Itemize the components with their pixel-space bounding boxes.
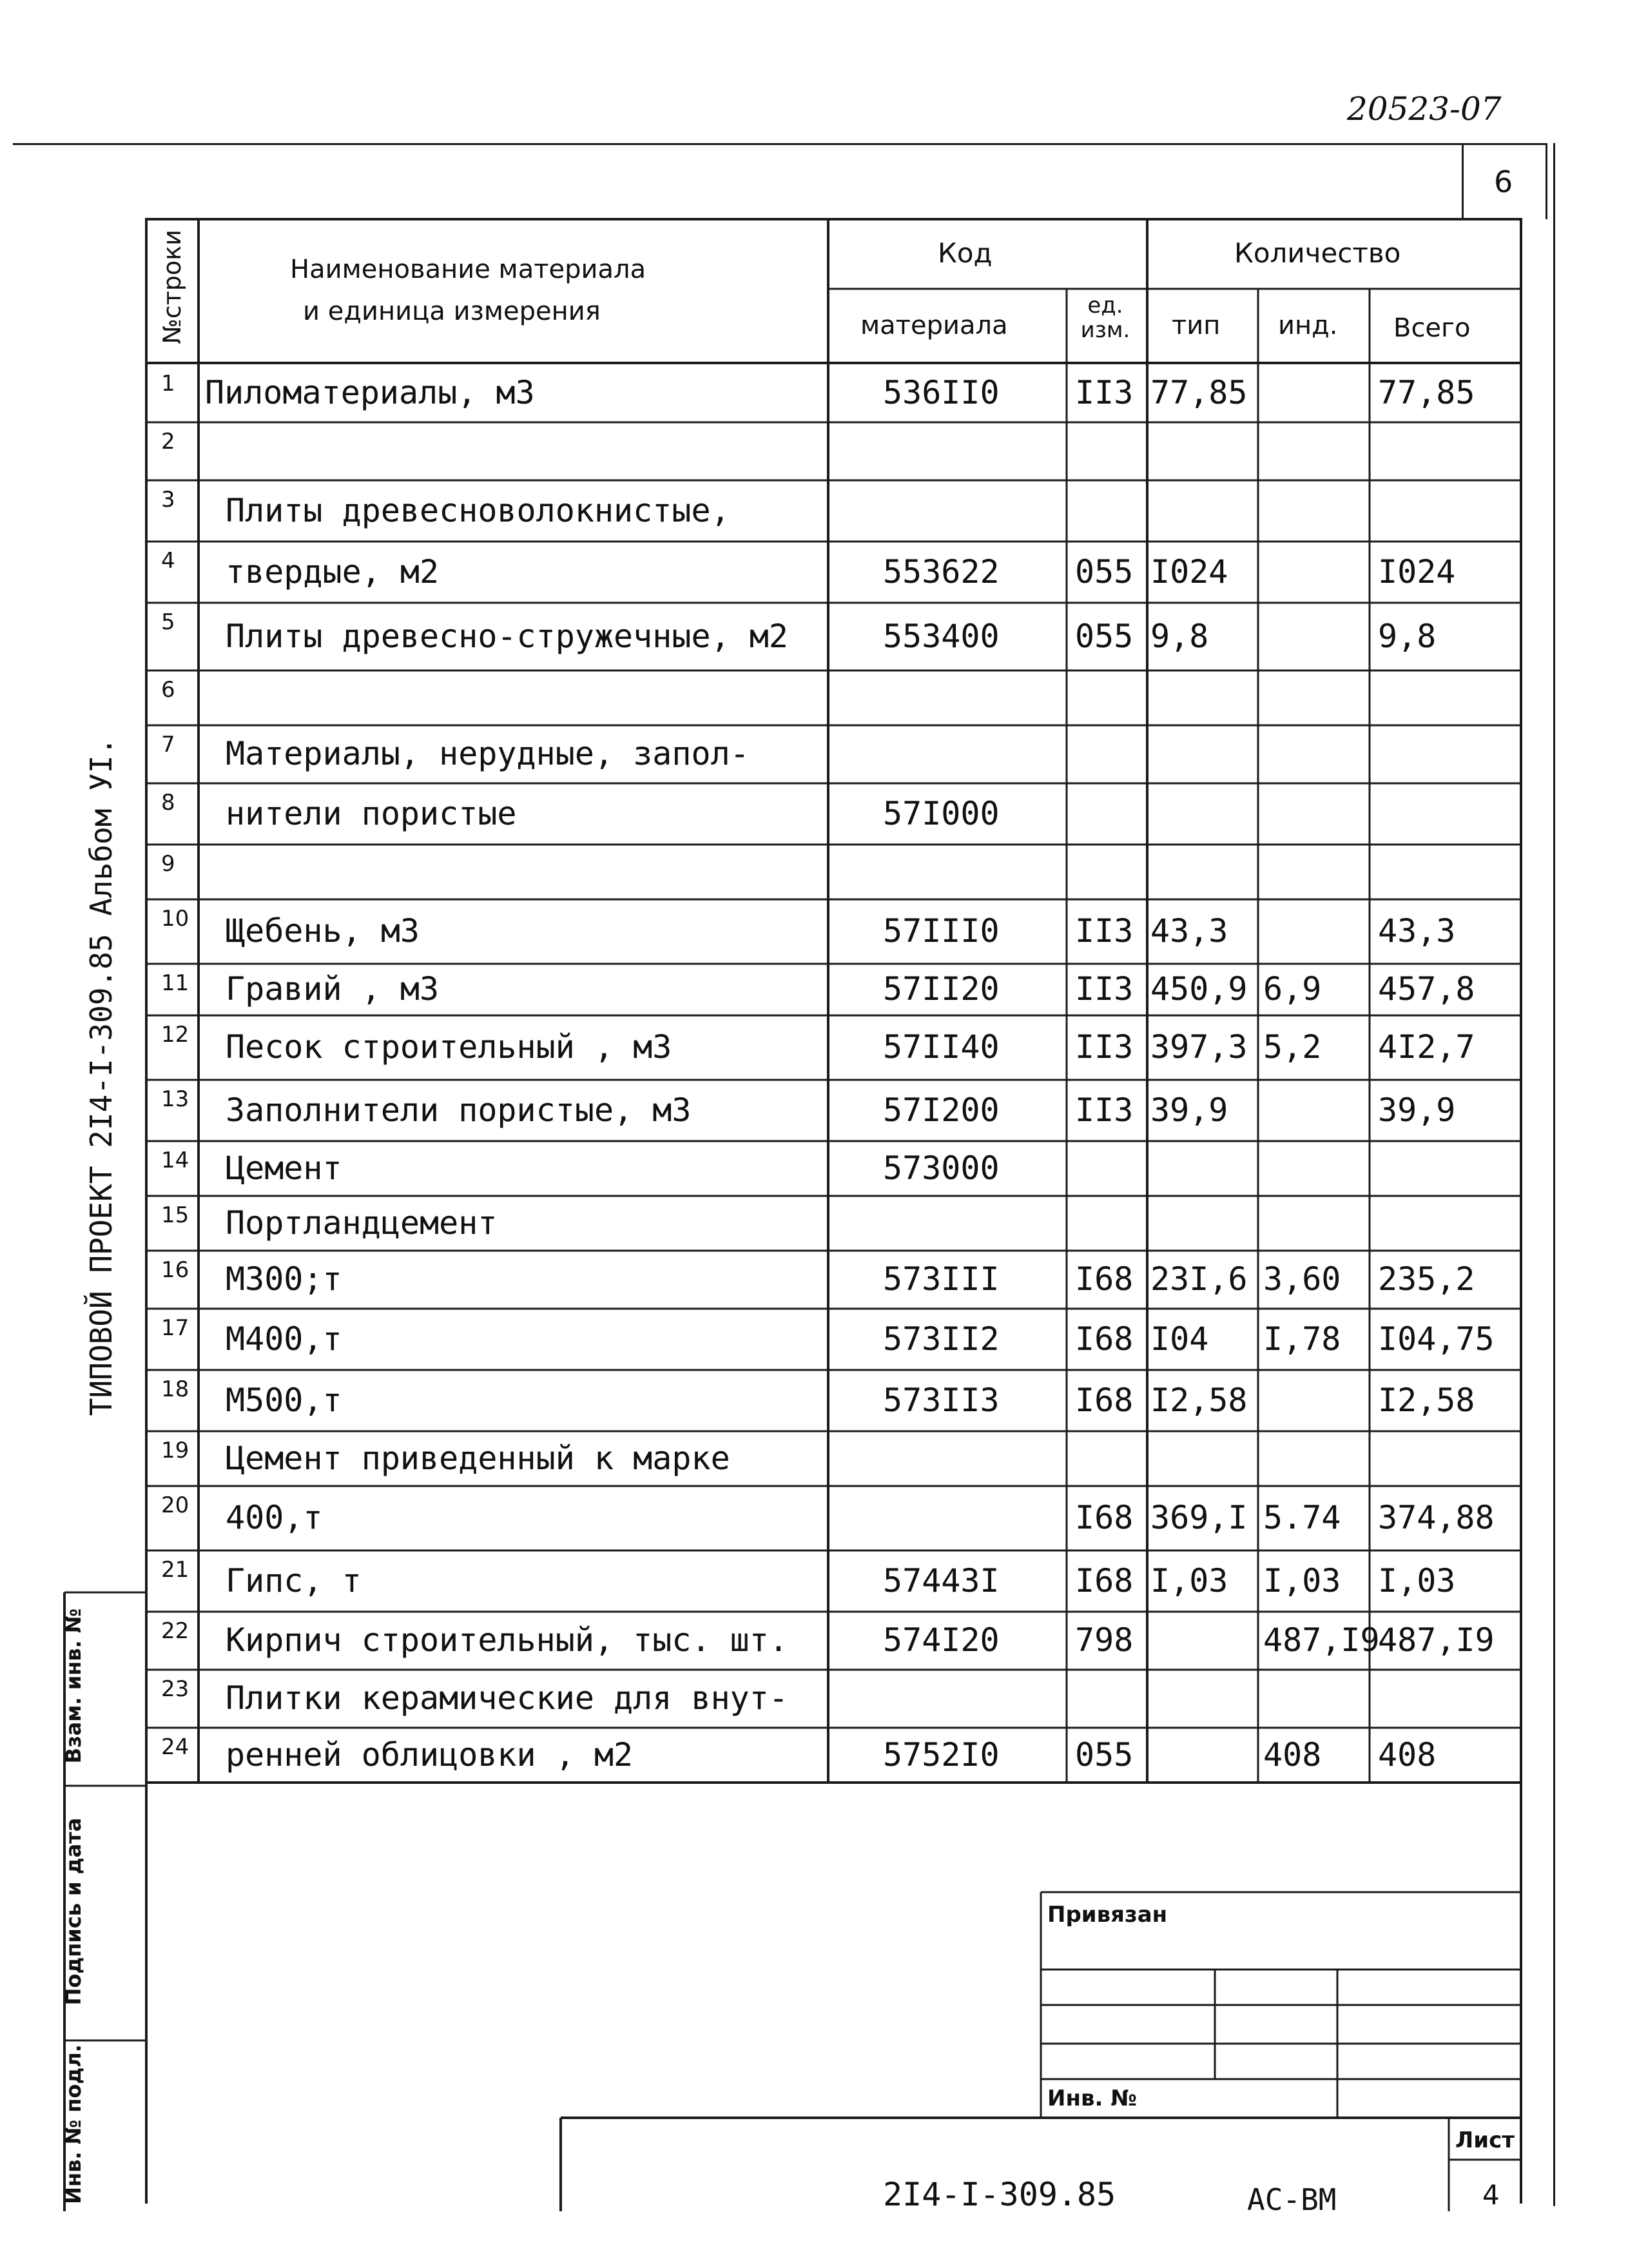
row-qty-total: I,03 <box>1378 1561 1456 1599</box>
row-number: 12 <box>161 1022 189 1048</box>
row-number: 1 <box>161 371 175 396</box>
row-number: 18 <box>161 1376 189 1402</box>
row-qty-ind: 408 <box>1263 1735 1322 1774</box>
row-code: 57II40 <box>883 1028 1000 1066</box>
row-unit: 055 <box>1075 552 1134 591</box>
row-qty-ind: 5.74 <box>1263 1499 1341 1536</box>
row-qty-total: 9,8 <box>1378 617 1437 655</box>
row-code: 57I000 <box>883 794 1000 832</box>
frame-top <box>145 218 1521 220</box>
row-qty-tip: 23I,6 <box>1150 1260 1248 1298</box>
row-unit: II3 <box>1075 374 1134 411</box>
stamp-inv-podl: Инв. № подл. <box>61 2044 86 2204</box>
row-unit: II3 <box>1075 970 1134 1008</box>
row-qty-tip: 9,8 <box>1150 617 1209 655</box>
row-name: Материалы, нерудные, запол- <box>226 735 750 772</box>
row-code: 573II3 <box>883 1381 1000 1419</box>
row-qty-tip: 43,3 <box>1150 912 1228 950</box>
row-name: Гипс, т <box>226 1561 362 1599</box>
row-code: 574I20 <box>883 1621 1000 1659</box>
row-number: 9 <box>161 851 175 877</box>
row-number: 21 <box>161 1557 189 1583</box>
title-list-label: Лист <box>1455 2127 1515 2153</box>
row-qty-total: 374,88 <box>1378 1499 1495 1536</box>
row-qty-total: 235,2 <box>1378 1260 1475 1298</box>
row-number: 17 <box>161 1315 189 1341</box>
header-code-material: материала <box>860 311 1008 340</box>
row-qty-tip: I,03 <box>1150 1561 1228 1599</box>
row-number: 6 <box>161 677 175 703</box>
row-number: 16 <box>161 1257 189 1283</box>
title-section: АС-ВМ <box>1247 2182 1337 2217</box>
title-inv-no: Инв. № <box>1047 2086 1138 2111</box>
row-number: 13 <box>161 1086 189 1112</box>
frame-outer-right <box>1553 143 1555 2206</box>
row-number: 4 <box>161 548 175 574</box>
row-code: 57I200 <box>883 1091 1000 1129</box>
doc-number: 20523-07 <box>1347 90 1502 128</box>
row-number: 10 <box>161 906 189 932</box>
row-name: Портландцемент <box>226 1204 498 1242</box>
row-name: Щебень, м3 <box>226 912 420 950</box>
row-unit: 055 <box>1075 1735 1134 1774</box>
stamp-vzam-inv: Взам. инв. № <box>61 1608 86 1764</box>
header-name-line2: и единица измерения <box>303 297 601 326</box>
row-unit: II3 <box>1075 1091 1134 1129</box>
row-code: 57II20 <box>883 970 1000 1008</box>
row-number: 11 <box>161 970 189 996</box>
row-name: Цемент приведенный к марке <box>226 1439 730 1477</box>
row-name: Цемент <box>226 1149 342 1187</box>
row-number: 14 <box>161 1148 189 1173</box>
page-box-left <box>1462 143 1464 219</box>
row-name: 400,т <box>226 1499 323 1536</box>
row-qty-total: 4I2,7 <box>1378 1028 1475 1066</box>
row-unit: 798 <box>1075 1621 1134 1659</box>
frame-left <box>145 218 148 2204</box>
row-number: 24 <box>161 1734 189 1760</box>
row-name: нители пористые <box>226 794 517 832</box>
row-code: 536II0 <box>883 374 1000 411</box>
row-unit: II3 <box>1075 912 1134 950</box>
title-privyazan: Привязан <box>1047 1902 1168 1928</box>
row-name: ренней облицовки , м2 <box>226 1735 634 1774</box>
row-name: Заполнители пористые, м3 <box>226 1091 692 1129</box>
row-number: 23 <box>161 1676 189 1702</box>
row-number: 3 <box>161 487 175 513</box>
header-row-no: №строки <box>158 230 186 344</box>
row-code: 57443I <box>883 1561 1000 1599</box>
title-code: 2I4-I-309.85 <box>883 2176 1116 2213</box>
row-qty-ind: 5,2 <box>1263 1028 1322 1066</box>
row-code: 573000 <box>883 1149 1000 1187</box>
row-qty-total: 39,9 <box>1378 1091 1456 1129</box>
row-unit: I68 <box>1075 1320 1134 1358</box>
row-name: Плиты древесно-стружечные, м2 <box>226 617 788 655</box>
row-number: 15 <box>161 1202 189 1228</box>
page-number: 6 <box>1494 164 1513 199</box>
row-number: 5 <box>161 609 175 635</box>
side-project-label: ТИПОВОЙ ПРОЕКТ 2I4-I-309.85 Альбом УI. <box>84 737 119 1416</box>
row-name: Плиты древесноволокнистые, <box>226 491 730 529</box>
row-number: 7 <box>161 732 175 758</box>
row-unit: II3 <box>1075 1028 1134 1066</box>
row-qty-tip: I2,58 <box>1150 1381 1248 1419</box>
row-code: 553400 <box>883 617 1000 655</box>
row-unit: I68 <box>1075 1381 1134 1419</box>
row-name: М300;т <box>226 1260 342 1298</box>
row-qty-total: 408 <box>1378 1735 1437 1774</box>
frame-right <box>1520 218 1522 2204</box>
row-number: 19 <box>161 1438 189 1463</box>
row-unit: I68 <box>1075 1260 1134 1298</box>
row-code: 5752I0 <box>883 1735 1000 1774</box>
row-name: Песок строительный , м3 <box>226 1028 672 1066</box>
header-q-total: Всего <box>1393 313 1471 343</box>
page-box-right <box>1546 143 1547 219</box>
row-unit: 055 <box>1075 617 1134 655</box>
row-qty-total: 77,85 <box>1378 374 1475 411</box>
row-code: 57III0 <box>883 912 1000 950</box>
row-code: 573II2 <box>883 1320 1000 1358</box>
row-qty-total: I04,75 <box>1378 1320 1495 1358</box>
row-name: Гравий , м3 <box>226 970 440 1008</box>
row-qty-ind: 3,60 <box>1263 1260 1341 1298</box>
row-number: 8 <box>161 790 175 816</box>
row-number: 22 <box>161 1618 189 1644</box>
row-qty-ind: 6,9 <box>1263 970 1322 1008</box>
row-qty-tip: I04 <box>1150 1320 1209 1358</box>
row-qty-tip: 397,3 <box>1150 1028 1248 1066</box>
row-qty-tip: 77,85 <box>1150 374 1248 411</box>
row-name: М500,т <box>226 1381 342 1419</box>
header-q-tip: тип <box>1172 311 1221 340</box>
row-number: 2 <box>161 429 175 455</box>
stamp-podpis-data: Подпись и дата <box>61 1817 86 2006</box>
row-unit: I68 <box>1075 1561 1134 1599</box>
row-qty-total: 457,8 <box>1378 970 1475 1008</box>
row-qty-ind: I,03 <box>1263 1561 1341 1599</box>
row-qty-tip: 369,I <box>1150 1499 1248 1536</box>
row-qty-tip: I024 <box>1150 552 1228 591</box>
header-quantity: Количество <box>1234 237 1401 269</box>
header-name-line1: Наименование материала <box>290 255 646 284</box>
row-qty-total: I2,58 <box>1378 1381 1475 1419</box>
row-qty-ind: 487,I9 <box>1263 1621 1380 1659</box>
row-qty-ind: I,78 <box>1263 1320 1341 1358</box>
row-number: 20 <box>161 1492 189 1518</box>
row-qty-total: I024 <box>1378 552 1456 591</box>
row-name: Плитки керамические для внут- <box>226 1679 788 1717</box>
row-qty-total: 487,I9 <box>1378 1621 1495 1659</box>
title-list-value: 4 <box>1482 2179 1500 2211</box>
row-code: 553622 <box>883 552 1000 591</box>
row-qty-tip: 450,9 <box>1150 970 1248 1008</box>
top-rule <box>13 143 1547 145</box>
row-unit: I68 <box>1075 1499 1134 1536</box>
header-code: Код <box>938 237 993 269</box>
row-name: Пиломатериалы, м3 <box>205 374 535 411</box>
header-code-unit: ед. изм. <box>1080 293 1130 343</box>
row-qty-total: 43,3 <box>1378 912 1456 950</box>
header-q-ind: инд. <box>1278 311 1338 340</box>
row-qty-tip: 39,9 <box>1150 1091 1228 1129</box>
row-name: твердые, м2 <box>226 552 440 591</box>
row-name: М400,т <box>226 1320 342 1358</box>
row-name: Кирпич строительный, тыс. шт. <box>226 1621 788 1659</box>
row-code: 573III <box>883 1260 1000 1298</box>
